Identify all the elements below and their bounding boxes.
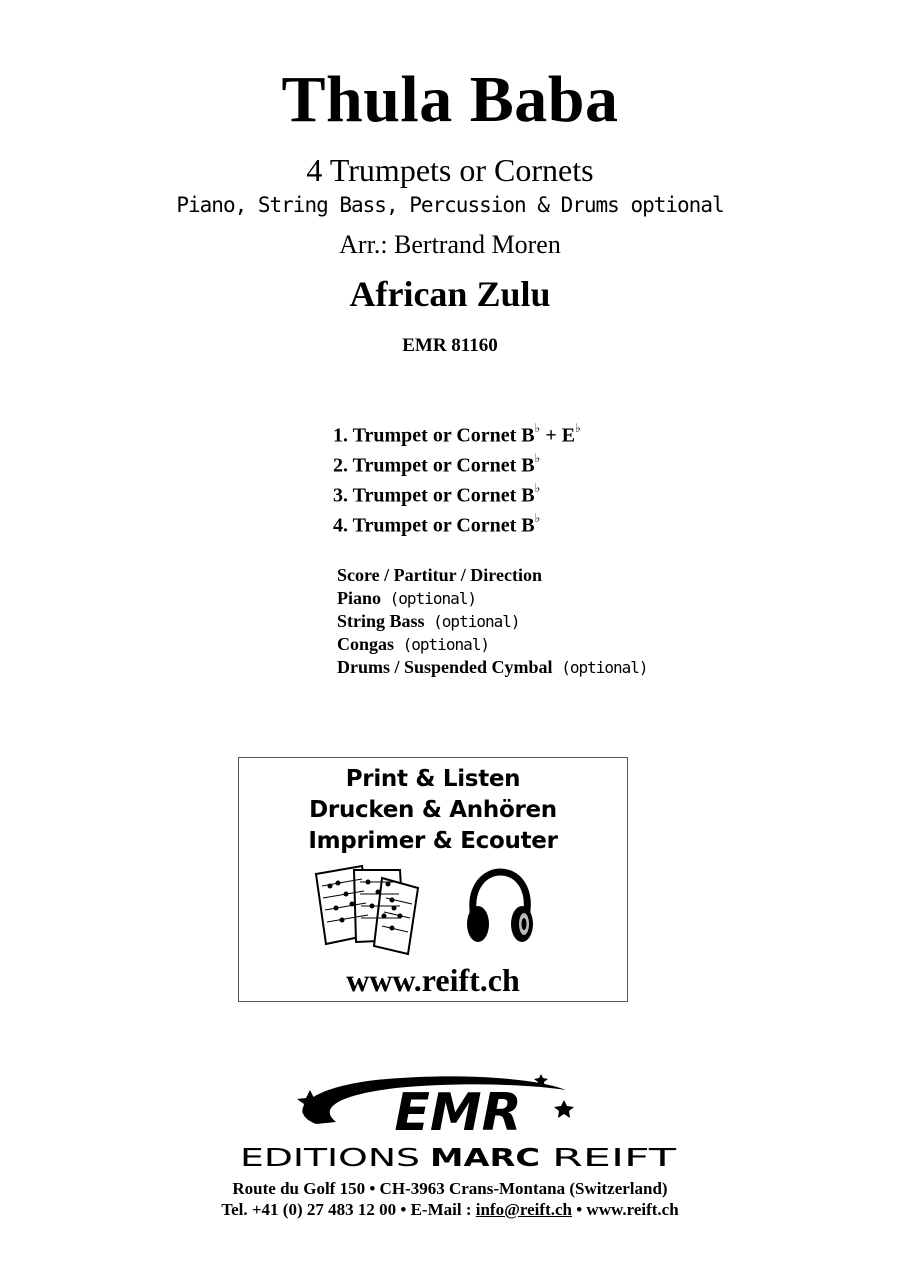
publisher-contact (0, 1199, 900, 1221)
promo-line-de: Drucken & Anhören (309, 797, 557, 823)
optional-instruments: Piano, String Bass, Percussion & Drums optional (176, 193, 724, 217)
extras-list (337, 564, 648, 679)
extra-item: Piano (optional) (337, 588, 476, 608)
publisher-name-editions: EDITIONS (240, 1143, 420, 1172)
part-item: 3. Trumpet or Cornet B♭ (333, 481, 541, 507)
parts-list (333, 415, 581, 535)
emr-logo (236, 1072, 680, 1172)
promo-url[interactable]: www.reift.ch (346, 962, 520, 998)
extra-item: Score / Partitur / Direction (337, 565, 542, 585)
catalog-code: EMR 81160 (402, 335, 498, 356)
print-listen-box (238, 757, 628, 1002)
promo-line-en: Print & Listen (345, 766, 521, 792)
publisher-address: Route du Golf 150 • CH-3963 Crans-Montana (Switzerland) (232, 1179, 668, 1198)
part-item: 2. Trumpet or Cornet B♭ (333, 451, 541, 477)
publisher-name-reift: REIFT (552, 1143, 678, 1172)
publisher-name-marc: MARC (430, 1143, 540, 1172)
headphones-icon (464, 868, 536, 948)
genre: African Zulu (349, 274, 551, 314)
page-title: Thula Baba (281, 63, 619, 136)
phone-text: Tel. +41 (0) 27 483 12 00 • E-Mail : (221, 1200, 476, 1219)
email-link[interactable]: info@reift.ch (475, 1200, 572, 1219)
extra-item: String Bass (optional) (337, 611, 520, 631)
extra-item: Drums / Suspended Cymbal (optional) (337, 657, 648, 677)
part-item: 4. Trumpet or Cornet B♭ (333, 511, 541, 537)
promo-line-fr: Imprimer & Ecouter (308, 828, 558, 854)
subtitle: 4 Trumpets or Cornets (306, 152, 594, 188)
part-item: 1. Trumpet or Cornet B♭ + E♭ (333, 421, 581, 447)
arranger: Arr.: Bertrand Moren (339, 230, 561, 259)
sheet-music-icon (312, 864, 424, 956)
extra-item: Congas (optional) (337, 634, 489, 654)
logo-mark: EMR (394, 1083, 522, 1143)
web-text[interactable]: • www.reift.ch (571, 1200, 679, 1219)
